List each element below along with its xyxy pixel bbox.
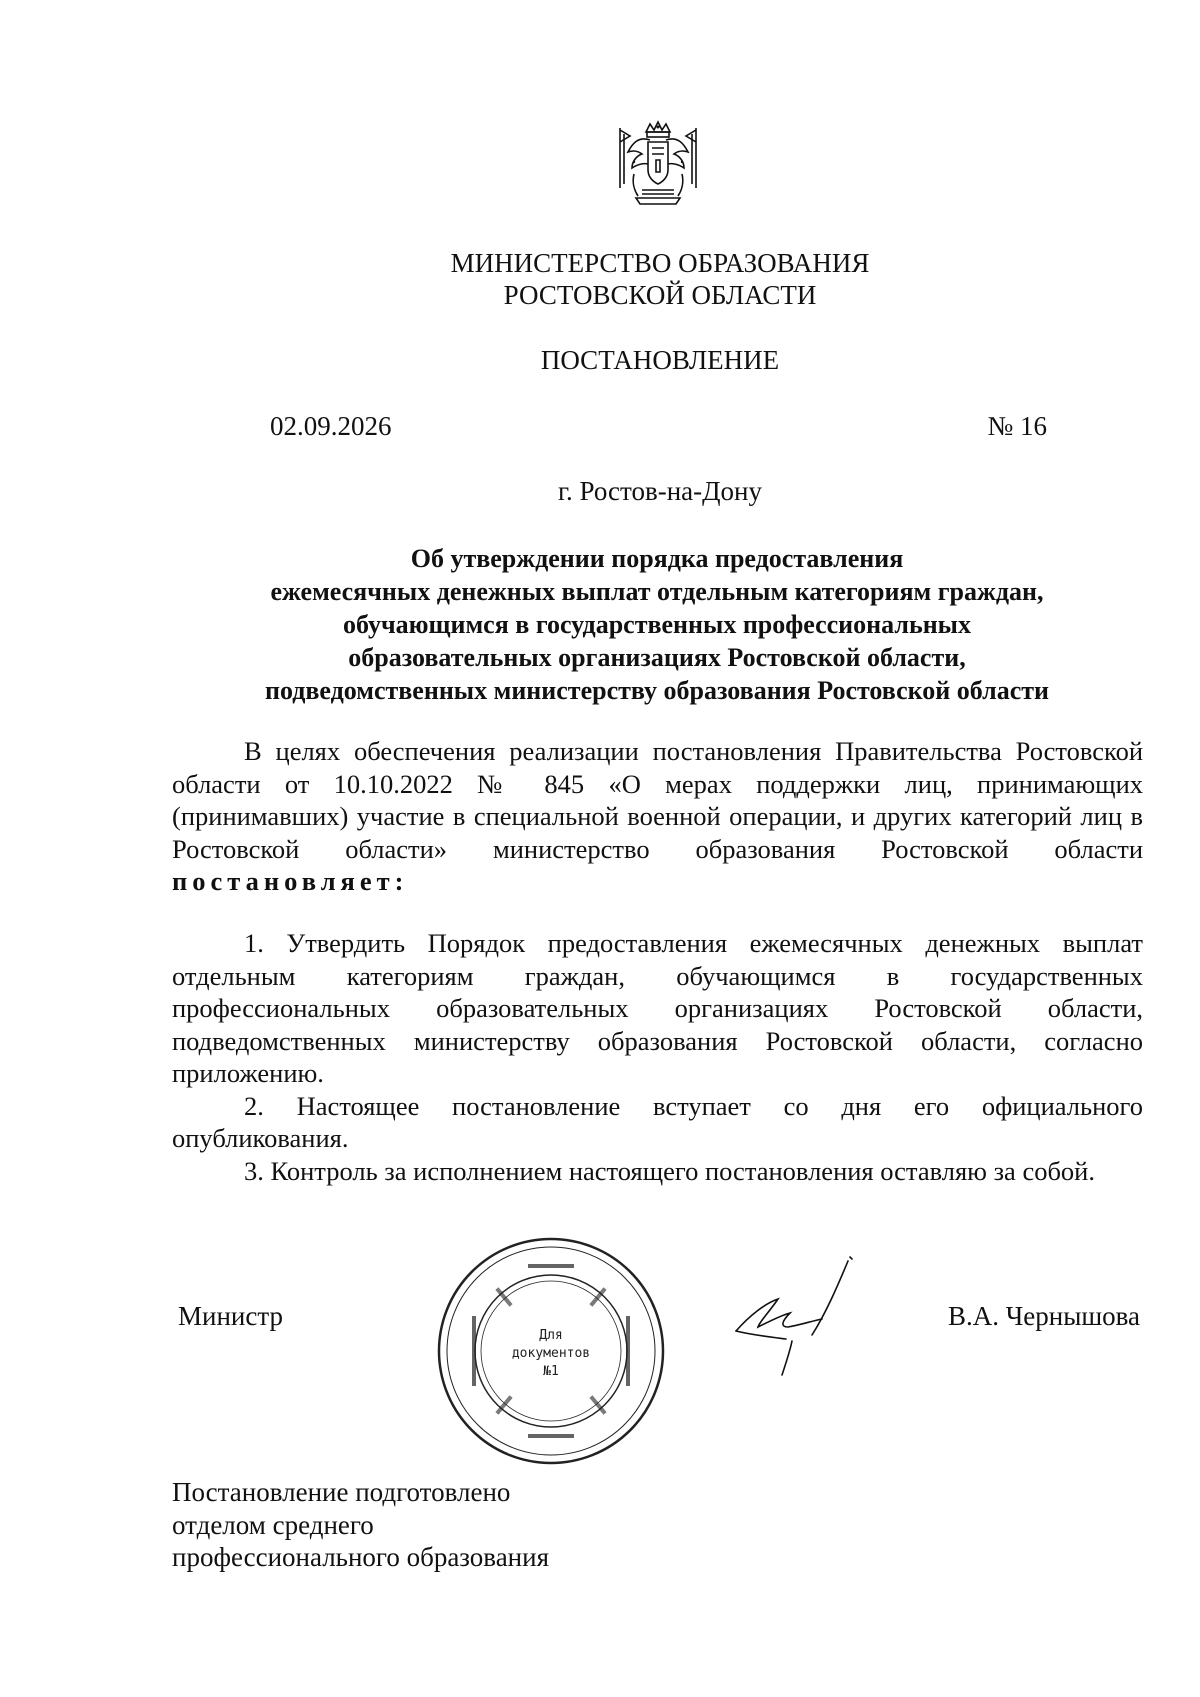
prepared-by-line: отделом среднего bbox=[172, 1509, 374, 1540]
document-city: г. Ростов-на-Дону bbox=[557, 476, 762, 506]
title-line: Об утверждении порядка предоставления bbox=[410, 544, 904, 573]
title-line: обучающимся в государственных профессиональных bbox=[343, 610, 971, 639]
decree-item: 2. Настоящее постановление вступает со дня его официального опубликования. bbox=[172, 1090, 1143, 1153]
prepared-by-line: Постановление подготовлено bbox=[172, 1477, 511, 1507]
preamble-paragraph bbox=[172, 735, 1143, 898]
preamble-text: В целях обеспечения реализации постановления Правительства Ростовской области от 10.10.2022 № 845 «О мерах поддержки лиц, принимающих (принимавших) участие в специальной военной операции, и других категорий лиц в Ростовской области» министерство образования Ростовской области bbox=[172, 736, 1143, 864]
title-line: подведомственных министерству образования Ростовской области bbox=[264, 676, 1050, 705]
decree-item: 1. Утвердить Порядок предоставления ежемесячных денежных выплат отдельным категориям граждан, обучающимся в государственных профессиональных образовательных организациях Ростовской области, подведомственных министерству образования Ростовской области, согласно приложению. bbox=[172, 928, 1143, 1088]
official-stamp-icon bbox=[432, 1232, 670, 1470]
title-line: образовательных организациях Ростовской области, bbox=[348, 643, 966, 672]
signature-icon bbox=[730, 1255, 870, 1385]
prepared-by-note bbox=[172, 1476, 549, 1574]
signer-name: В.А. Чернышова bbox=[947, 1301, 1140, 1331]
coat-of-arms-icon bbox=[612, 118, 704, 210]
ministry-name-line-2: РОСТОВСКОЙ ОБЛАСТИ bbox=[503, 280, 817, 310]
decree-items bbox=[172, 927, 1143, 1187]
decree-item: 3. Контроль за исполнением настоящего постановления оставляю за собой. bbox=[244, 1155, 1095, 1186]
title-line: ежемесячных денежных выплат отдельным категориям граждан, bbox=[270, 577, 1044, 606]
document-date: 02.09.2026 bbox=[270, 411, 392, 441]
prepared-by-line: профессионального образования bbox=[172, 1542, 549, 1572]
stamp-center-line2: документов bbox=[511, 1346, 591, 1361]
document-title bbox=[172, 542, 1142, 707]
signer-title: Министр bbox=[178, 1301, 283, 1331]
decree-word: постановляет: bbox=[172, 866, 409, 896]
ministry-name-line-1: МИНИСТЕРСТВО ОБРАЗОВАНИЯ bbox=[450, 248, 870, 278]
document-type: ПОСТАНОВЛЕНИЕ bbox=[540, 345, 780, 375]
document-number: № 16 bbox=[987, 411, 1047, 441]
stamp-center-line1: Для bbox=[539, 1328, 563, 1343]
stamp-center-line3: №1 bbox=[543, 1364, 559, 1379]
